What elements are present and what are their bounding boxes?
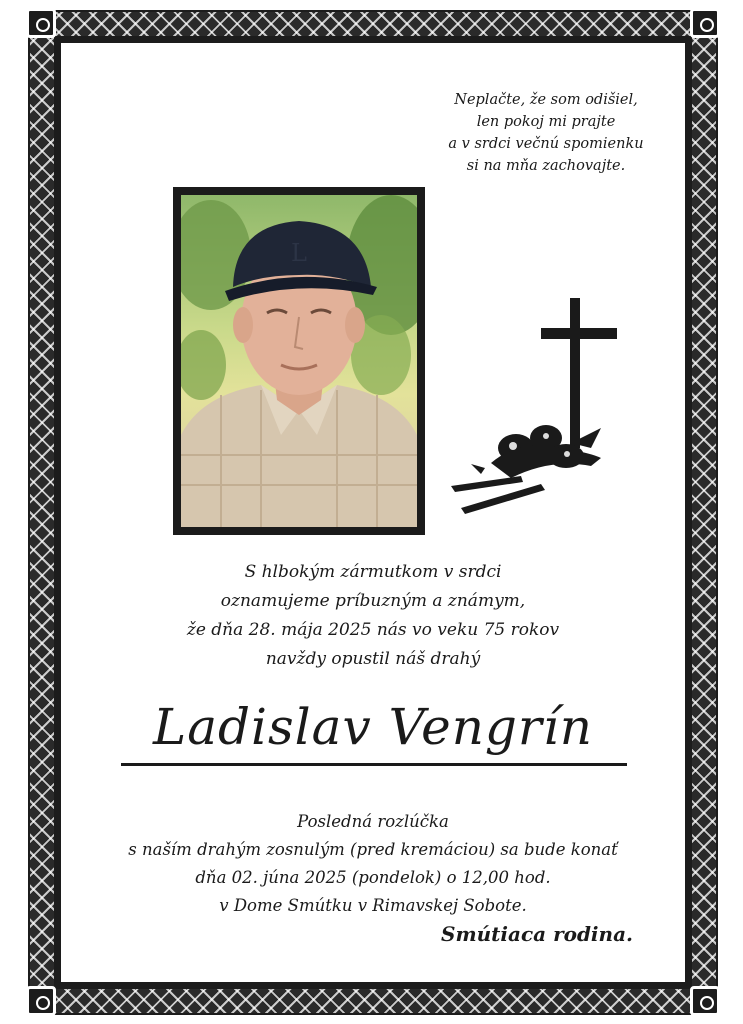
funeral-details	[81, 808, 665, 920]
announcement-line: navždy opustil náš drahý	[265, 649, 481, 669]
corner-ornament-top-left	[26, 8, 56, 38]
funeral-line: dňa 02. júna 2025 (pondelok) o 12,00 hod.	[195, 868, 551, 887]
corner-ornament-bottom-right	[690, 986, 720, 1016]
obituary-page	[61, 43, 685, 982]
memorial-verse	[441, 89, 651, 177]
verse-line: len pokoj mi prajte	[476, 114, 616, 130]
deceased-name: Ladislav Vengrín	[152, 698, 594, 756]
funeral-line: Posledná rozlúčka	[297, 812, 449, 831]
portrait-photo	[181, 195, 417, 527]
verse-line: si na mňa zachovajte.	[466, 158, 626, 174]
announcement-line: S hlbokým zármutkom v srdci	[244, 562, 502, 582]
announcement-line: že dňa 28. mája 2025 nás vo veku 75 rokov	[186, 620, 560, 640]
announcement-line: oznamujeme príbuzným a známym,	[220, 591, 526, 611]
funeral-line: s naším drahým zosnulým (pred kremáciou) sa bude konať	[128, 840, 618, 859]
svg-text:L: L	[291, 239, 307, 267]
family-signature: Smútiaca rodina.	[441, 922, 633, 946]
cross-icon	[451, 298, 621, 528]
announcement-text	[101, 558, 645, 674]
funeral-line: v Dome Smútku v Rimavskej Sobote.	[219, 896, 527, 915]
corner-ornament-top-right	[690, 8, 720, 38]
corner-ornament-bottom-left	[26, 986, 56, 1016]
verse-line: a v srdci večnú spomienku	[448, 136, 644, 152]
portrait-illustration	[181, 195, 417, 527]
name-underline	[121, 763, 627, 766]
verse-line: Neplačte, že som odišiel,	[454, 92, 638, 108]
cross-with-roses-icon	[451, 298, 621, 528]
portrait-frame	[173, 187, 425, 535]
